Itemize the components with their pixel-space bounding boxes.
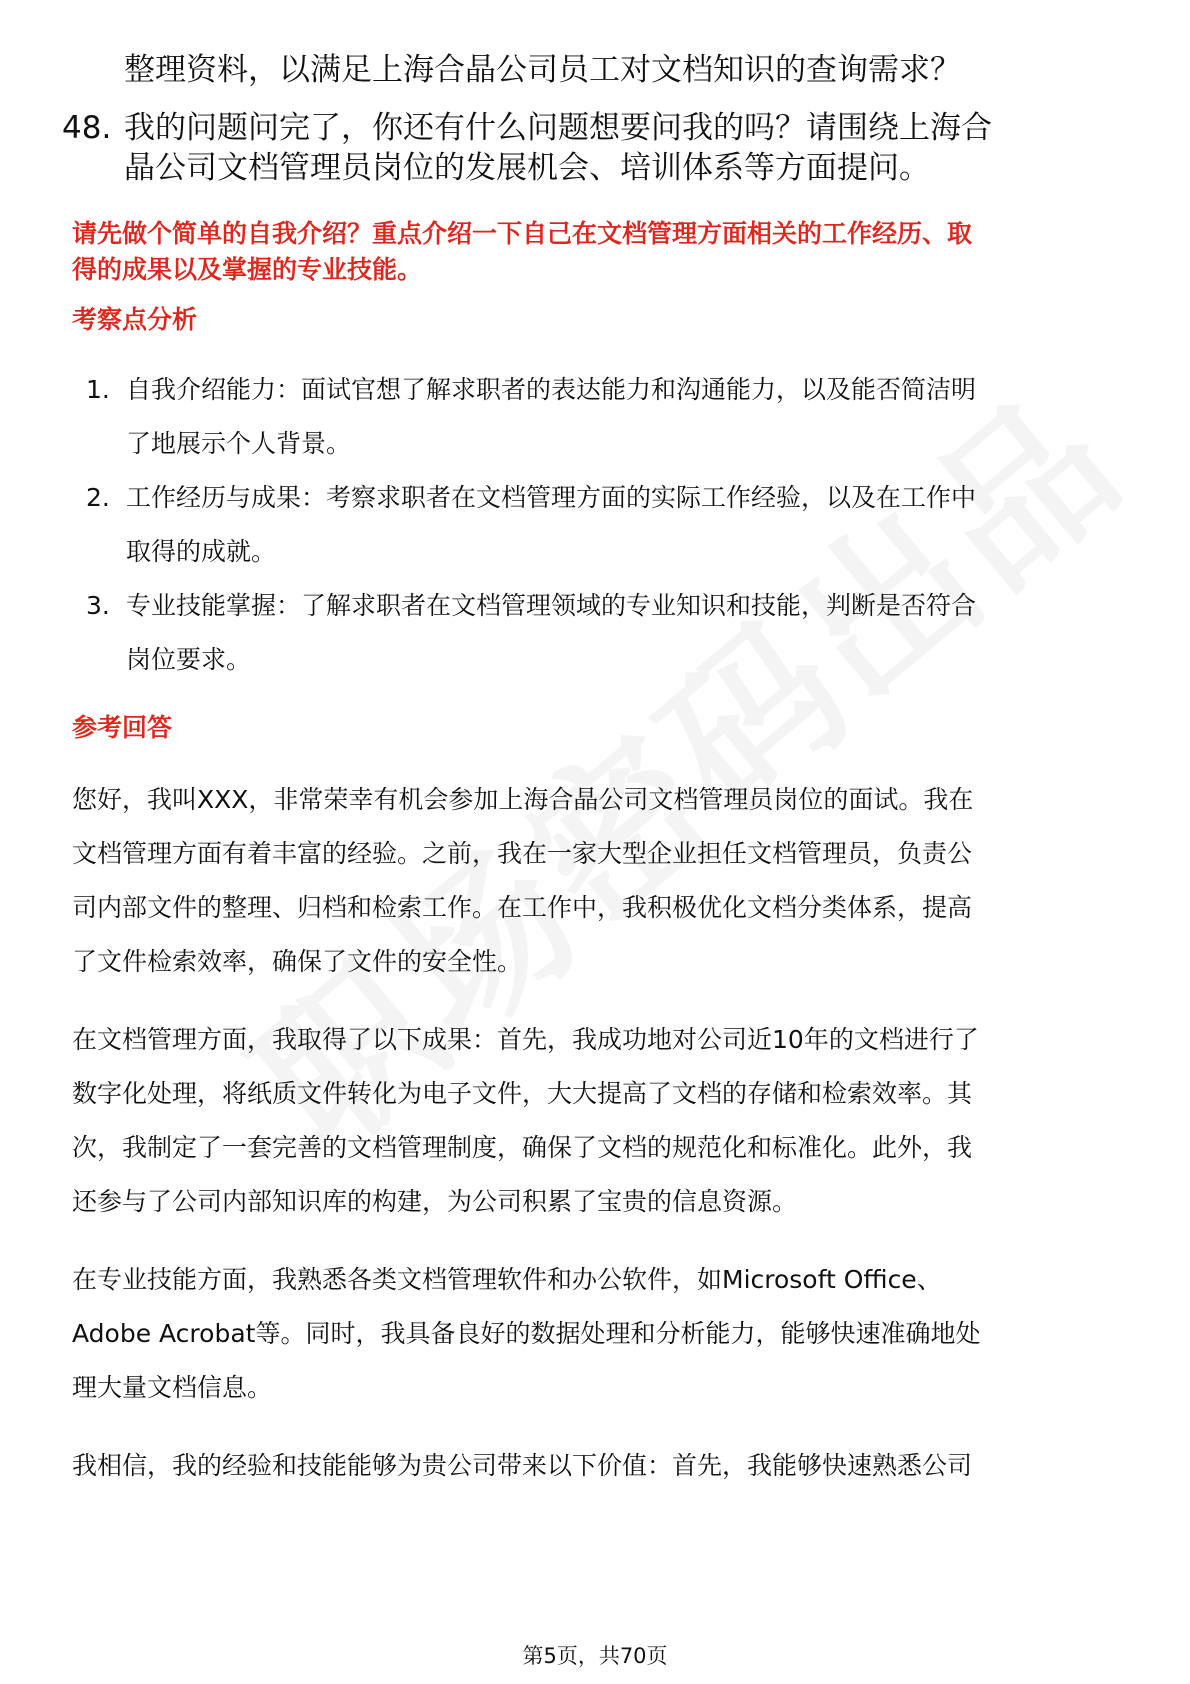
answer-heading: 参考回答 <box>72 713 173 742</box>
list-item-line: 自我介绍能力：面试官想了解求职者的表达能力和沟通能力，以及能否简洁明 <box>126 375 977 404</box>
question-number: 48. <box>62 110 112 146</box>
list-number: 1. <box>86 375 110 404</box>
paragraph-line: 还参与了公司内部知识库的构建，为公司积累了宝贵的信息资源。 <box>72 1187 798 1216</box>
list-item-line: 专业技能掌握：了解求职者在文档管理领域的专业知识和技能，判断是否符合 <box>126 591 977 620</box>
paragraph-line: 司内部文件的整理、归档和检索工作。在工作中，我积极优化文档分类体系，提高 <box>72 893 973 922</box>
paragraph-line: 在专业技能方面，我熟悉各类文档管理软件和办公软件，如Microsoft Office、 <box>72 1265 942 1294</box>
paragraph-line: 您好，我叫XXX，非常荣幸有机会参加上海合晶公司文档管理员岗位的面试。我在 <box>72 785 974 814</box>
paragraph-line: 我相信，我的经验和技能能够为贵公司带来以下价值：首先，我能够快速熟悉公司 <box>72 1451 973 1480</box>
paragraph-line: 在文档管理方面，我取得了以下成果：首先，我成功地对公司近10年的文档进行了 <box>72 1025 979 1054</box>
analysis-heading: 考察点分析 <box>72 305 198 334</box>
list-number: 2. <box>86 483 110 512</box>
paragraph-line: 数字化处理，将纸质文件转化为电子文件，大大提高了文档的存储和检索效率。其 <box>72 1079 973 1108</box>
question-title-line: 得的成果以及掌握的专业技能。 <box>72 255 423 284</box>
question-line: 晶公司文档管理员岗位的发展机会、培训体系等方面提问。 <box>124 150 930 186</box>
paragraph-line: 理大量文档信息。 <box>72 1373 273 1402</box>
list-item-line: 了地展示个人背景。 <box>126 429 352 458</box>
question-line: 我的问题问完了，你还有什么问题想要问我的吗？请围绕上海合 <box>124 110 992 146</box>
paragraph-line: Adobe Acrobat等。同时，我具备良好的数据处理和分析能力，能够快速准确地处 <box>72 1319 981 1348</box>
list-item-line: 取得的成就。 <box>126 537 277 566</box>
paragraph-line: 次，我制定了一套完善的文档管理制度，确保了文档的规范化和标准化。此外，我 <box>72 1133 973 1162</box>
list-number: 3. <box>86 591 110 620</box>
list-item-line: 工作经历与成果：考察求职者在文档管理方面的实际工作经验，以及在工作中 <box>126 483 977 512</box>
list-item-line: 岗位要求。 <box>126 645 252 674</box>
question-title-line: 请先做个简单的自我介绍？重点介绍一下自己在文档管理方面相关的工作经历、取 <box>72 219 973 248</box>
paragraph-line: 文档管理方面有着丰富的经验。之前，我在一家大型企业担任文档管理员，负责公 <box>72 839 973 868</box>
paragraph-line: 了文件检索效率，确保了文件的安全性。 <box>72 947 523 976</box>
question-continuation: 整理资料，以满足上海合晶公司员工对文档知识的查询需求？ <box>124 52 961 88</box>
page-number: 第5页，共70页 <box>522 1644 668 1668</box>
